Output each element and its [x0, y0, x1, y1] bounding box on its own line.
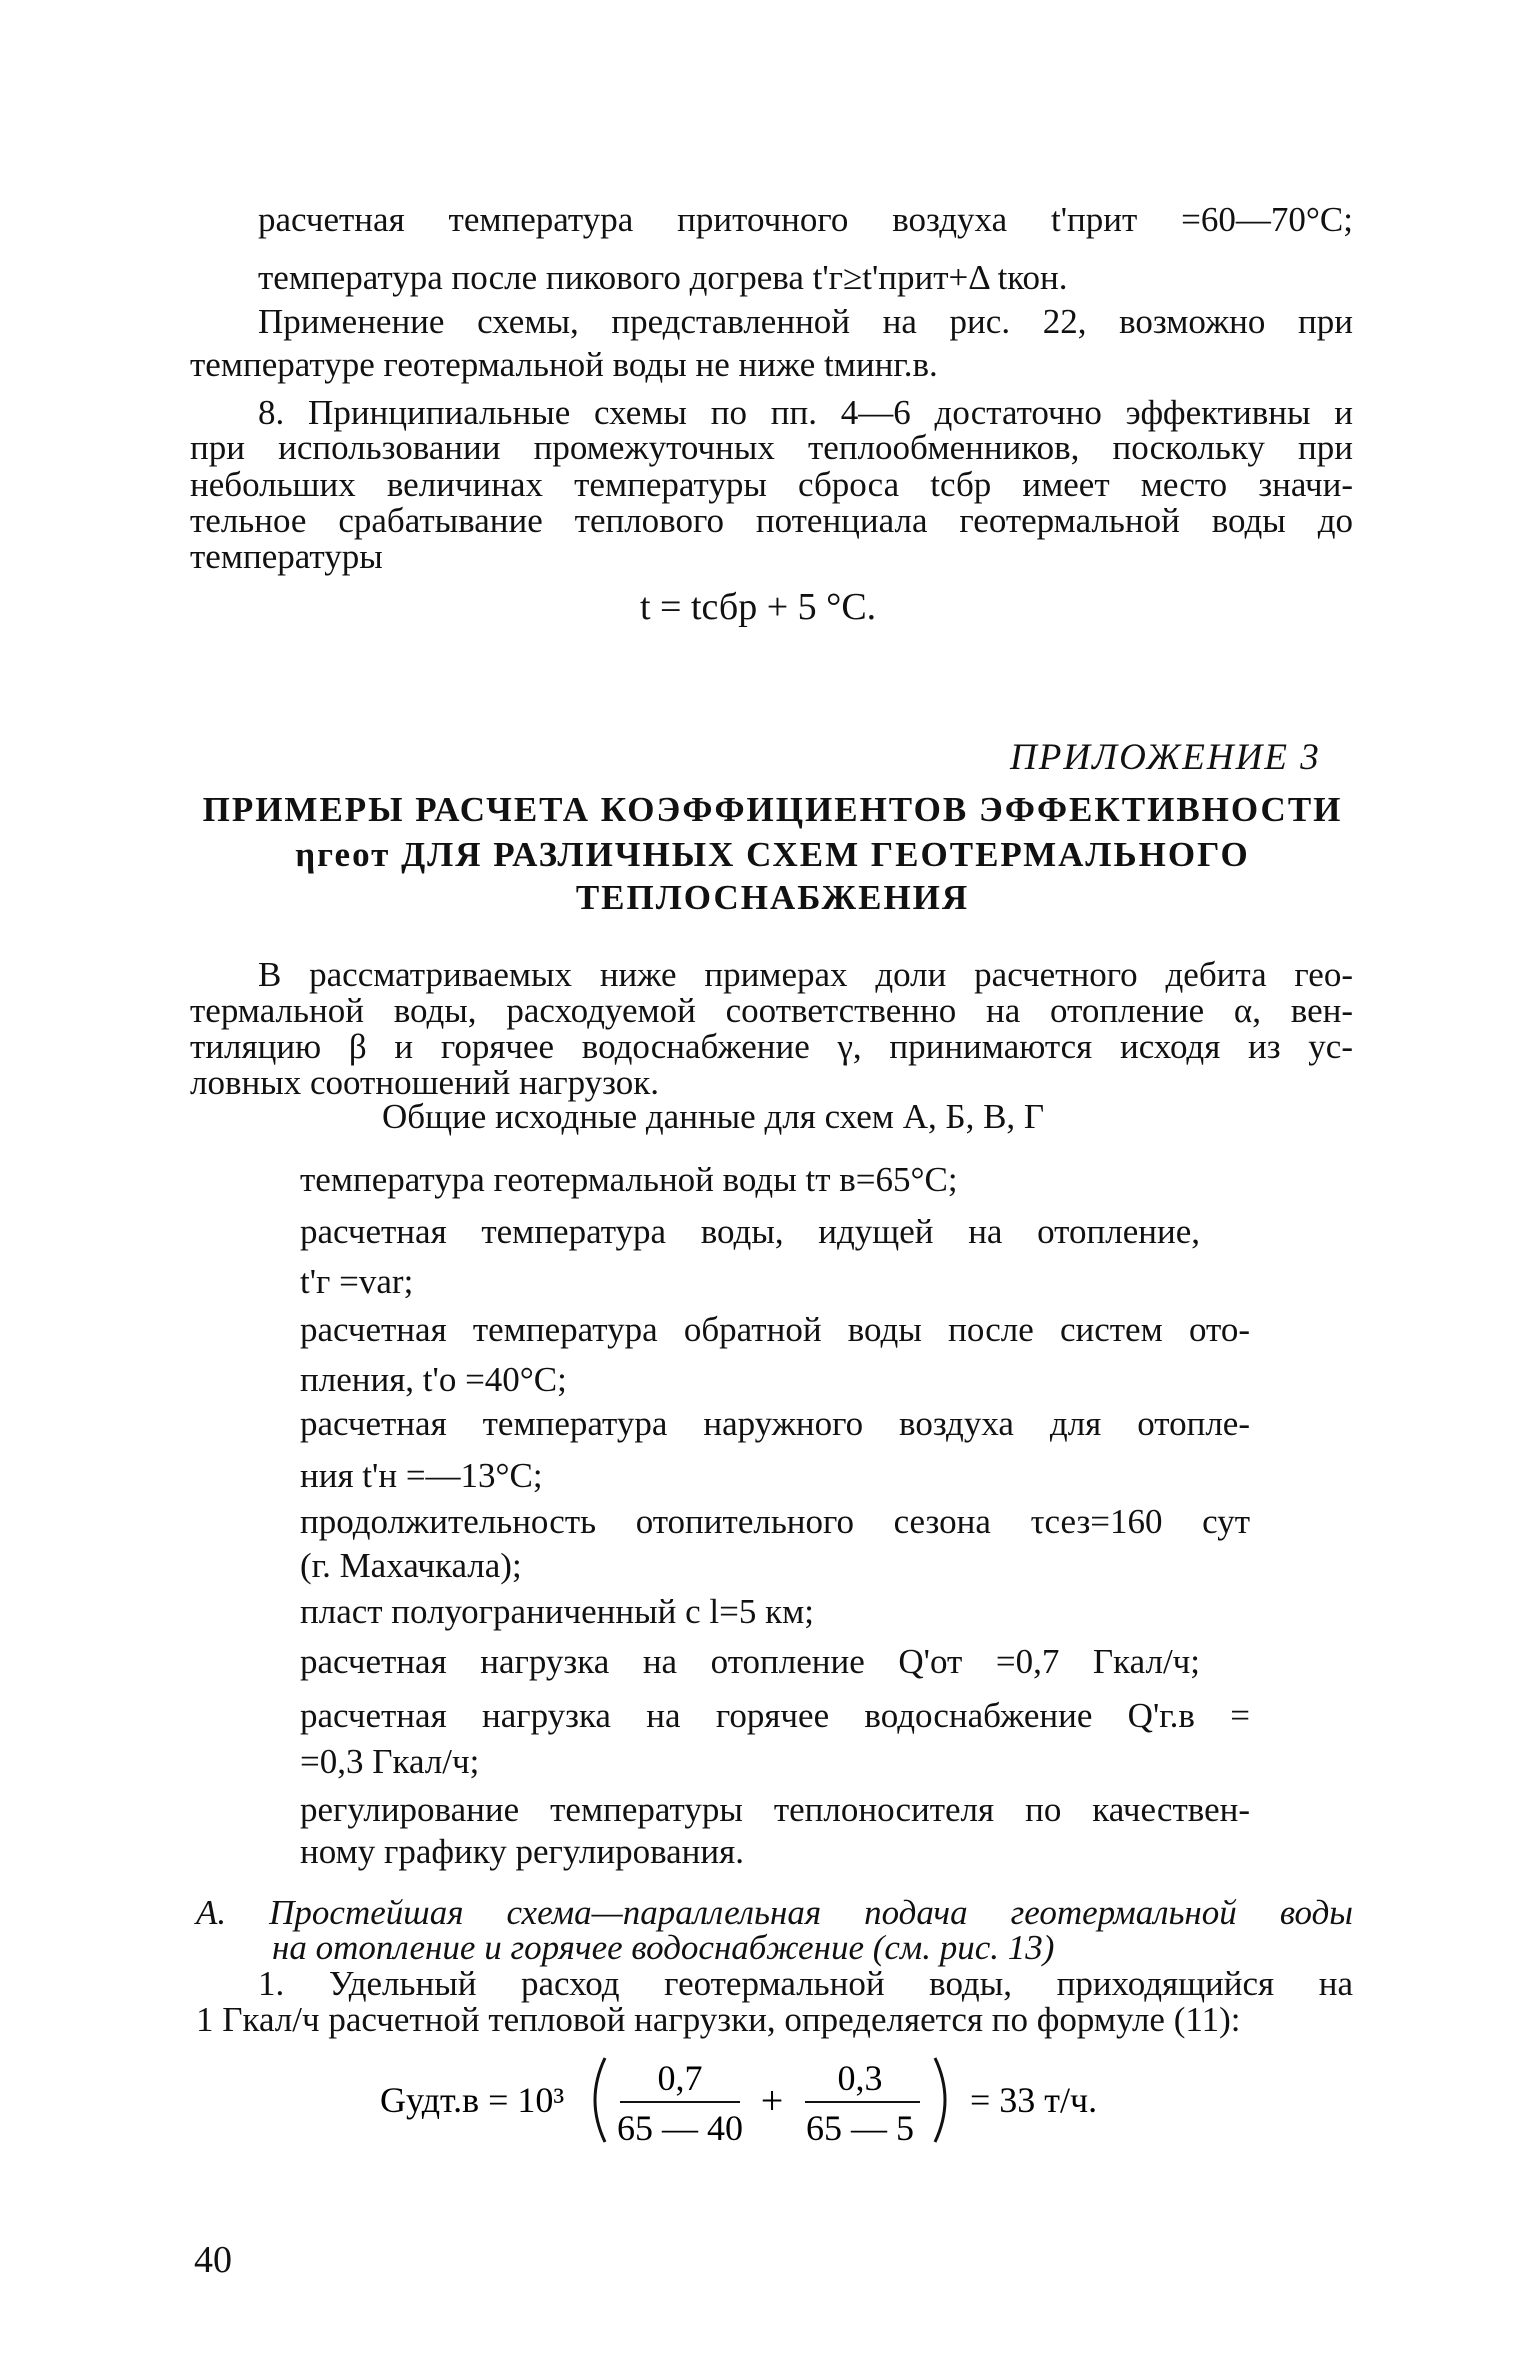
item1-line-1: 1. Удельный расход геотермальной воды, приходящийся на	[258, 1964, 1353, 2003]
formula-g-ud	[380, 2040, 1200, 2160]
formula-g-den2: 65 — 5	[806, 2108, 914, 2148]
data-line-15: ному графику регулирования.	[300, 1832, 744, 1871]
data-line-1: температура геотермальной воды tт в=65°С;	[300, 1160, 958, 1199]
data-line-4: расчетная температура обратной воды после систем ото-	[300, 1310, 1250, 1349]
para-line-2: термальной воды, расходуемой соответственно на отопление α, вен-	[190, 991, 1353, 1030]
left-paren	[595, 2058, 605, 2142]
para-line-4: ловных соотношений нагрузок.	[190, 1063, 660, 1102]
data-line-9: (г. Махачкала);	[300, 1546, 522, 1585]
intro-line-2: температура после пикового догрева t'г≥t'прит+Δ tкон.	[258, 258, 1068, 297]
data-line-13: =0,3 Гкал/ч;	[300, 1742, 480, 1781]
data-line-7: ния t'н =—13°С;	[300, 1456, 543, 1495]
formula-g-num2: 0,3	[837, 2058, 883, 2098]
data-line-14: регулирование температуры теплоносителя по качествен-	[300, 1790, 1250, 1829]
right-paren	[935, 2058, 945, 2142]
section-a-line-2: на отопление и горячее водоснабжение (см. рис. 13)	[272, 1928, 1055, 1967]
appendix-label: ПРИЛОЖЕНИЕ 3	[1010, 737, 1321, 778]
formula-g-num1: 0,7	[657, 2058, 703, 2098]
page-number: 40	[194, 2239, 232, 2281]
data-line-10: пласт полуограниченный с l=5 км;	[300, 1592, 814, 1631]
data-line-3: t'г =var;	[300, 1262, 414, 1301]
intro-line-6: при использовании промежуточных теплообменников, поскольку при	[190, 428, 1353, 467]
intro-line-5: 8. Принципиальные схемы по пп. 4—6 достаточно эффективны и	[258, 393, 1353, 432]
heading-line-3: ТЕПЛОСНАБЖЕНИЯ	[575, 878, 970, 917]
para-line-3: тиляцию β и горячее водоснабжение γ, принимаются исходя из ус-	[190, 1027, 1353, 1066]
intro-line-7: небольших величинах температуры сброса tсбр имеет место значи-	[190, 465, 1353, 504]
data-line-11: расчетная нагрузка на отопление Q'от =0,7 Гкал/ч;	[300, 1642, 1200, 1681]
intro-line-9: температуры	[190, 537, 383, 576]
intro-line-1: расчетная температура приточного воздуха t'прит =60—70°С;	[258, 200, 1353, 239]
formula-g-lhs: Gудт.в = 10³	[380, 2080, 565, 2120]
formula-t-sbr: t = tсбр + 5 °С.	[640, 586, 877, 628]
intro-line-4: температуре геотермальной воды не ниже tминг.в.	[190, 345, 938, 384]
data-line-5: пления, t'о =40°С;	[300, 1360, 567, 1399]
intro-line-8: тельное срабатывание теплового потенциала геотермальной воды до	[190, 501, 1353, 540]
formula-g-rhs: = 33 т/ч.	[970, 2080, 1098, 2120]
heading-line-2: ηгеот ДЛЯ РАЗЛИЧНЫХ СХЕМ ГЕОТЕРМАЛЬНОГО	[295, 835, 1250, 874]
item1-line-2: 1 Гкал/ч расчетной тепловой нагрузки, определяется по формуле (11):	[196, 2000, 1241, 2039]
data-line-8: продолжительность отопительного сезона τсез=160 сут	[300, 1502, 1250, 1541]
heading-line-1: ПРИМЕРЫ РАСЧЕТА КОЭФФИЦИЕНТОВ ЭФФЕКТИВНОСТИ	[202, 790, 1343, 829]
general-data-title: Общие исходные данные для схем А, Б, В, Г	[382, 1097, 1045, 1136]
section-a-line-1: А. Простейшая схема—параллельная подача геотермальной воды	[196, 1893, 1353, 1932]
formula-g-den1: 65 — 40	[617, 2108, 743, 2148]
data-line-2: расчетная температура воды, идущей на отопление,	[300, 1212, 1200, 1251]
data-line-12: расчетная нагрузка на горячее водоснабжение Q'г.в =	[300, 1696, 1250, 1735]
para-line-1: В рассматриваемых ниже примерах доли расчетного дебита гео-	[258, 955, 1353, 994]
intro-line-3: Применение схемы, представленной на рис. 22, возможно при	[258, 302, 1353, 341]
data-line-6: расчетная температура наружного воздуха для отопле-	[300, 1404, 1250, 1443]
plus-sign: +	[760, 2078, 784, 2123]
